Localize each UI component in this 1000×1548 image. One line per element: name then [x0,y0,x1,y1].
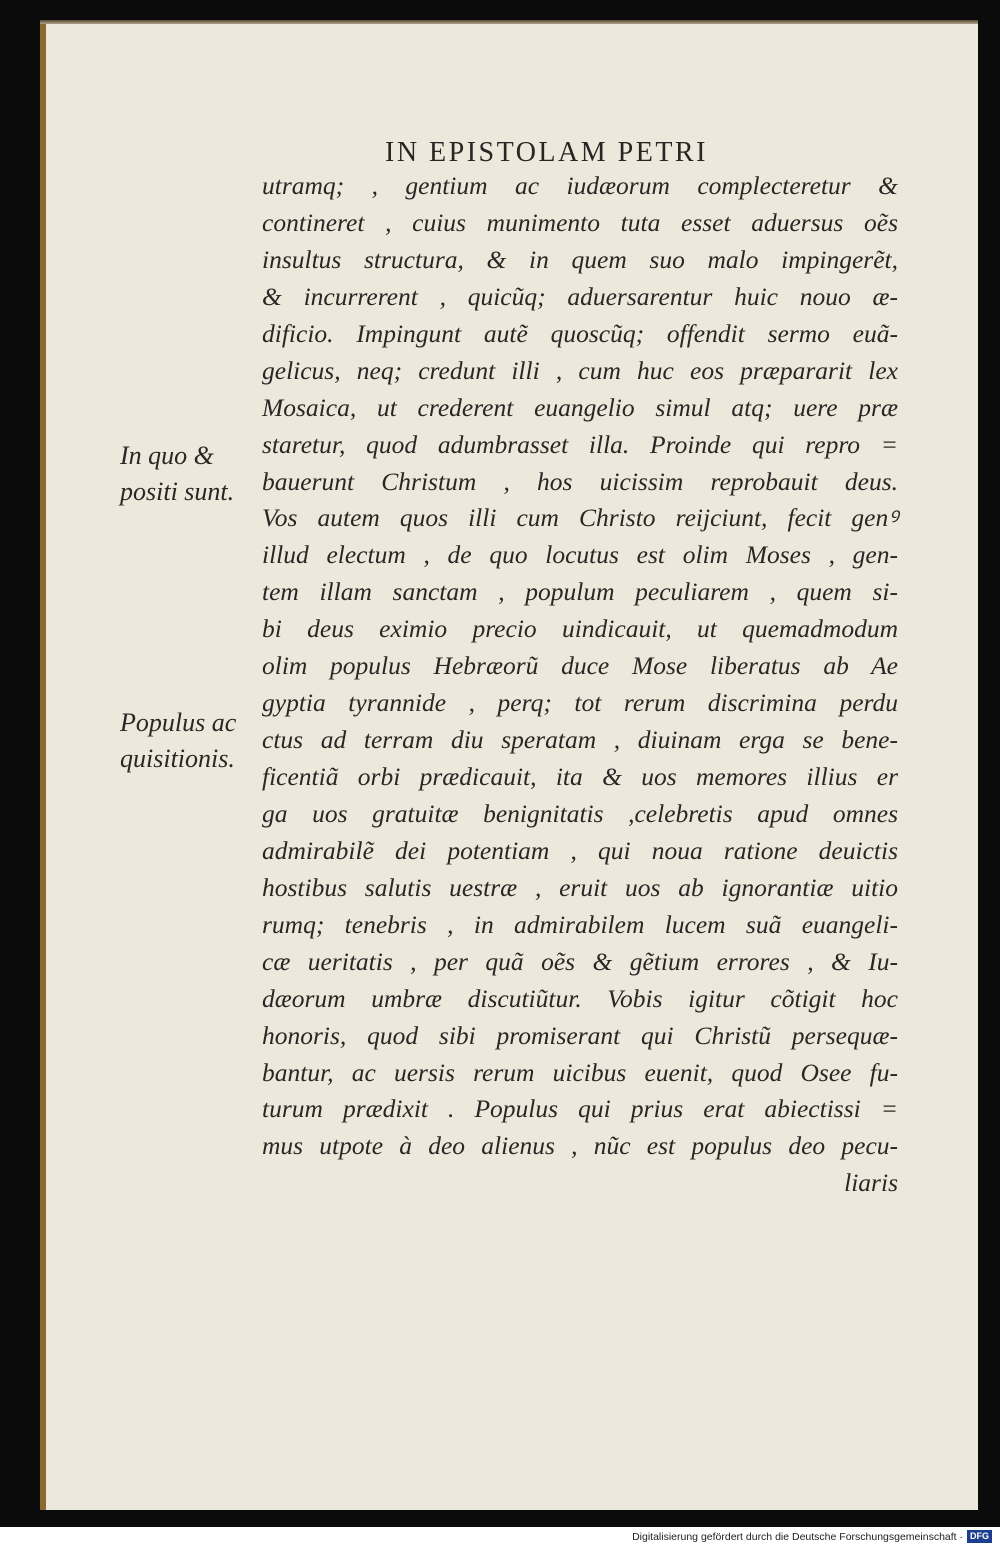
text-line: hostibus salutis uestræ , eruit uos ab ignorantiæ uitio [262,872,898,902]
text-line: olim populus Hebræorũ duce Mose liberatus ab Ae [262,651,898,681]
marginal-note-line: quisitionis. [120,744,235,773]
main-text-block [262,168,898,1202]
marginal-note-populus [120,705,236,777]
funding-credit: Digitalisierung gefördert durch die Deutsche Forschungsgemeinschaft · [632,1530,963,1543]
text-line: ga uos gratuitæ benignitatis ,celebretis apud omnes [262,798,898,828]
marginal-note-line: positi sunt. [120,477,235,506]
dfg-logo[interactable]: DFG [967,1530,992,1543]
text-line: bantur, ac uersis rerum uicibus euenit, quod Osee fu- [262,1057,898,1087]
text-line: dæorum umbræ discutiũtur. Vobis igitur cõtigit hoc [262,983,898,1013]
footer [632,1530,992,1543]
text-line: insultus structura, & in quem suo malo impingerẽt, [262,244,898,274]
text-line: ctus ad terram diu speratam , diuinam erga se bene- [262,725,898,755]
text-line: contineret , cuius munimento tuta esset aduersus oẽs [262,207,898,237]
text-line: gelicus, neq; credunt illi , cum huc eos præpararit lex [262,355,898,385]
text-line: bauerunt Christum , hos uicissim reprobauit deus. [262,466,898,496]
text-line: rumq; tenebris , in admirabilem lucem suã euangeli- [262,909,898,939]
marginal-note-line: Populus ac [120,708,237,737]
text-line: cæ ueritatis , per quã oẽs & gẽtium errores , & Iu- [262,946,898,976]
text-line: admirabilẽ dei potentiam , qui noua ratione deuictis [262,835,898,865]
text-line: & incurrerent , quicũq; aduersarentur huic nouo æ- [262,281,898,311]
marginal-note-in-quo [120,438,234,510]
text-line: mus utpote à deo alienus , nũc est populus deo pecu- [262,1131,898,1161]
text-line: honoris, quod sibi promiserant qui Christũ persequæ- [262,1020,898,1050]
text-line: bi deus eximio precio uindicauit, ut quemadmodum [262,614,898,644]
text-line: gyptia tyrannide , perq; tot rerum discrimina perdu [262,688,898,718]
text-line: utramq; , gentium ac iudæorum complecteretur & [262,171,898,200]
text-line: tem illam sanctam , populum peculiarem , quem si- [262,577,898,607]
text-line: dificio. Impingunt autẽ quoscũq; offendit sermo euã- [262,318,898,348]
text-line: staretur, quod adumbrasset illa. Proinde qui repro = [262,429,898,459]
text-line: Mosaica, ut crederent euangelio simul atq; uere præ [262,392,898,422]
running-head: IN EPISTOLAM PETRI [385,137,708,168]
marginal-note-line: In quo & [120,441,214,470]
text-line: ficentiã orbi prædicauit, ita & uos memores illius er [262,762,898,791]
catchword: liaris [844,1168,898,1198]
text-line: illud electum , de quo locutus est olim Moses , gen- [262,540,898,570]
text-line: turum prædixit . Populus qui prius erat abiectissi = [262,1094,898,1124]
text-line: Vos autem quos illi cum Christo reijciunt, fecit genꝰ [262,503,898,533]
